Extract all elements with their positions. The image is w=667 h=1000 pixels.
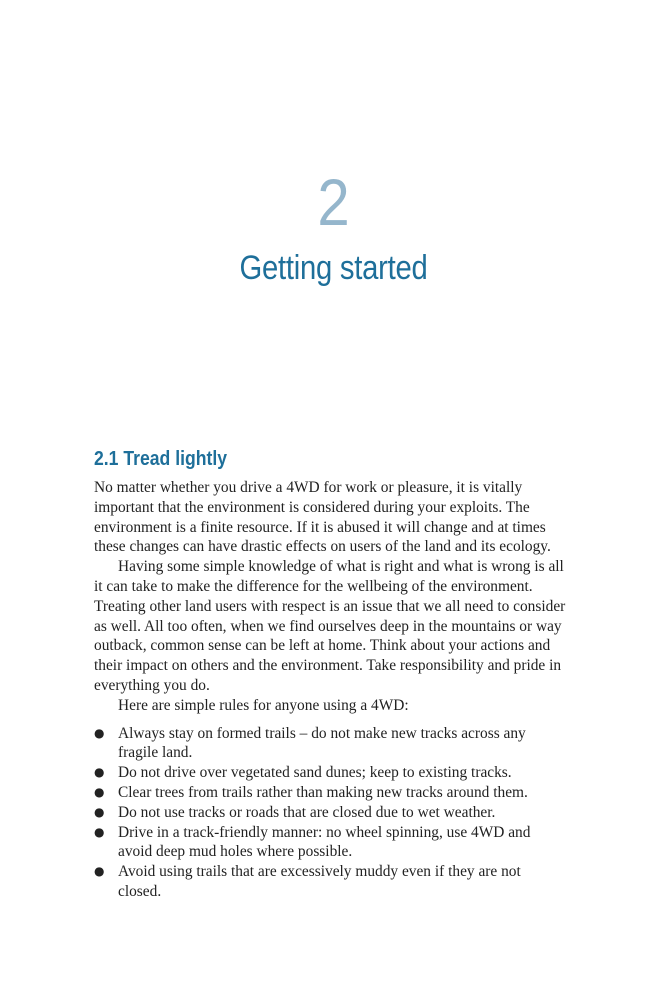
bullet-icon: ● (94, 784, 105, 799)
rule-text: Do not use tracks or roads that are closed due to wet weather. (118, 803, 496, 821)
bullet-icon: ● (94, 864, 105, 879)
bullet-icon: ● (94, 824, 105, 839)
chapter-number: 2 (317, 165, 350, 239)
paragraph-rules-intro: Here are simple rules for anyone using a 4WD: (118, 696, 409, 714)
list-item (94, 862, 566, 902)
rule-text: Do not drive over vegetated sand dunes; keep to existing tracks. (118, 764, 512, 782)
paragraph-knowledge: Having some simple knowledge of what is right and what is wrong is all it can take to make the difference for the wellbeing of the environment. Treating other land users with respect is an issue that we all need to consider as well. All too often, when we find ourselves deep in the mountains or way outback, common sense can be left at home. Think about your actions and their impact on others and the environment. Take responsibility and pride in everything you do. (94, 558, 566, 694)
rule-text: Avoid using trails that are excessively muddy even if they are not closed. (118, 863, 521, 900)
list-item (94, 783, 566, 803)
list-item (94, 803, 566, 823)
section-content (94, 446, 566, 902)
list-item (94, 763, 566, 783)
bullet-icon: ● (94, 765, 105, 780)
chapter-title: Getting started (239, 249, 428, 287)
rule-text: Drive in a track-friendly manner: no wheel spinning, use 4WD and avoid deep mud holes where possible. (118, 823, 531, 861)
list-item (94, 823, 566, 863)
list-item (94, 724, 566, 764)
paragraph-intro: No matter whether you drive a 4WD for work or pleasure, it is vitally important that the environment is considered during your exploits. The environment is a finite resource. If it is abused it will change and at times these changes can have drastic effects on users of the land and its ecology. (94, 479, 551, 556)
rules-list (94, 724, 566, 902)
bullet-icon: ● (94, 725, 105, 740)
bullet-icon: ● (94, 804, 105, 819)
rule-text: Clear trees from trails rather than making new tracks around them. (118, 783, 528, 801)
rule-text: Always stay on formed trails – do not make new tracks across any fragile land. (118, 724, 526, 762)
section-heading: 2.1 Tread lightly (94, 448, 228, 470)
